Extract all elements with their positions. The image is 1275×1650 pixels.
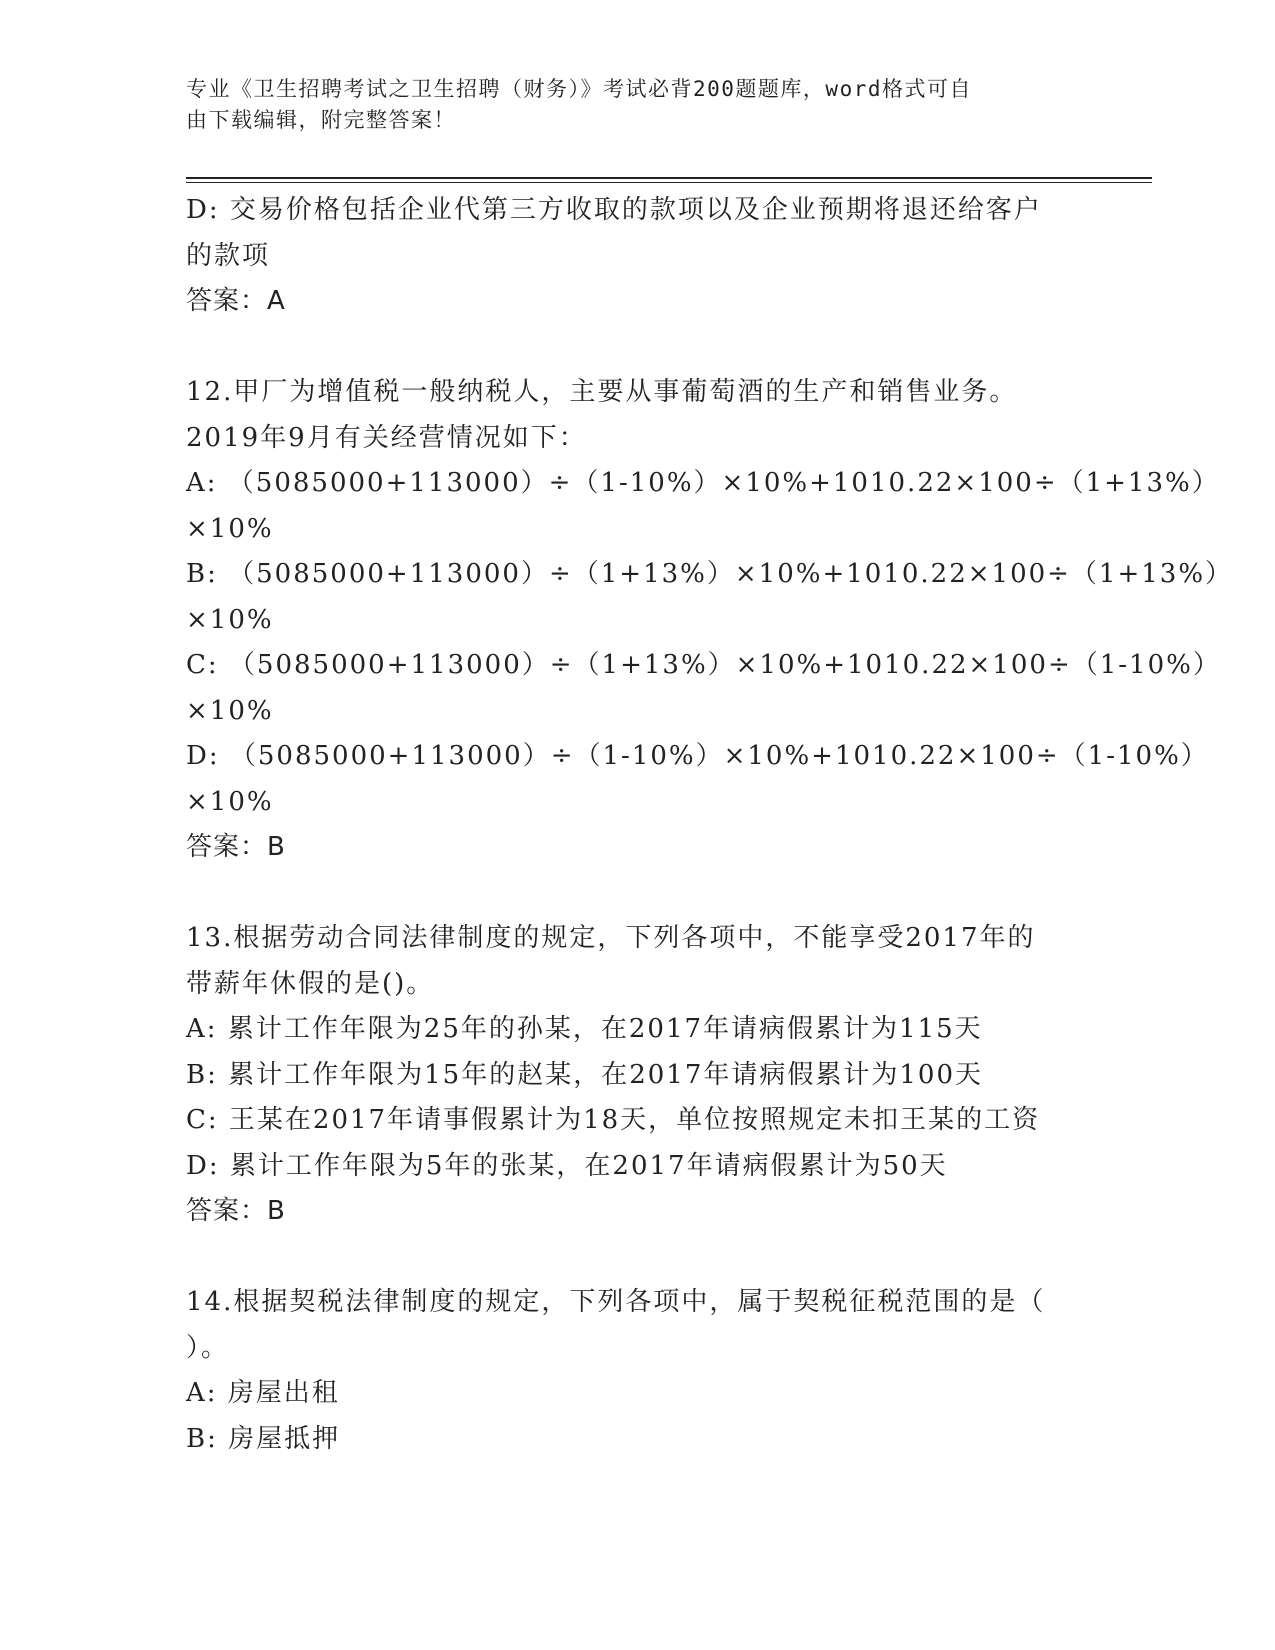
option-d-line-1: D: （5085000+113000）÷（1-10%）×10%+1010.22×100÷（1-10%） xyxy=(186,741,1209,771)
option-d-line-2: 的款项 xyxy=(186,240,271,271)
header-divider-thick xyxy=(186,177,1152,179)
question-stem-line-2: 2019年9月有关经营情况如下： xyxy=(186,422,587,453)
spacer xyxy=(186,325,1066,371)
question-stem-line-1: 13.根据劳动合同法律制度的规定，下列各项中，不能享受2017年的 xyxy=(186,923,1036,953)
option-d-line-1: D: 交易价格包括企业代第三方收取的款项以及企业预期将退还给客户 xyxy=(186,195,1042,225)
question-12 xyxy=(186,370,1234,871)
option-a-line-2: ×10% xyxy=(186,513,274,544)
option-a-line-1: A: （5085000+113000）÷（1-10%）×10%+1010.22×100÷（1+13%） xyxy=(186,468,1220,498)
header-line-2: 由下载编辑，附完整答案！ xyxy=(186,108,456,132)
option-a: A: 房屋出租 xyxy=(186,1378,340,1408)
answer-line: 答案：B xyxy=(186,832,286,862)
question-stem-line-2: 带薪年休假的是()。 xyxy=(186,968,435,999)
answer-line: 答案：A xyxy=(186,286,286,316)
option-c: C: 王某在2017年请事假累计为18天，单位按照规定未扣王某的工资 xyxy=(186,1105,1041,1135)
question-11-tail xyxy=(186,188,1066,325)
header-divider-thin xyxy=(186,182,1152,183)
option-b-line-1: B: （5085000+113000）÷（1+13%）×10%+1010.22×100÷（1+13%） xyxy=(186,559,1234,589)
question-14 xyxy=(186,1280,1066,1462)
header-line-1: 专业《卫生招聘考试之卫生招聘（财务）》考试必背200题题库，word格式可自 xyxy=(186,77,972,101)
answer-line: 答案：B xyxy=(186,1196,286,1226)
document-body xyxy=(186,188,1234,1462)
option-b-line-2: ×10% xyxy=(186,604,274,635)
spacer xyxy=(186,871,1066,917)
option-b: B: 累计工作年限为15年的赵某，在2017年请病假累计为100天 xyxy=(186,1059,984,1090)
spacer xyxy=(186,1235,1066,1281)
option-c-line-2: ×10% xyxy=(186,695,274,726)
option-a: A: 累计工作年限为25年的孙某，在2017年请病假累计为115天 xyxy=(186,1014,983,1044)
option-b: B: 房屋抵押 xyxy=(186,1423,341,1454)
question-13 xyxy=(186,916,1066,1235)
question-stem-line-1: 12.甲厂为增值税一般纳税人，主要从事葡萄酒的生产和销售业务。 xyxy=(186,377,1018,407)
option-d: D: 累计工作年限为5年的张某，在2017年请病假累计为50天 xyxy=(186,1150,948,1181)
question-stem-line-1: 14.根据契税法律制度的规定，下列各项中，属于契税征税范围的是（ xyxy=(186,1287,1046,1317)
page-header xyxy=(186,74,1066,136)
question-stem-line-2: ）。 xyxy=(186,1332,230,1363)
option-d-line-2: ×10% xyxy=(186,786,274,817)
option-c-line-1: C: （5085000+113000）÷（1+13%）×10%+1010.22×100÷（1-10%） xyxy=(186,650,1221,680)
